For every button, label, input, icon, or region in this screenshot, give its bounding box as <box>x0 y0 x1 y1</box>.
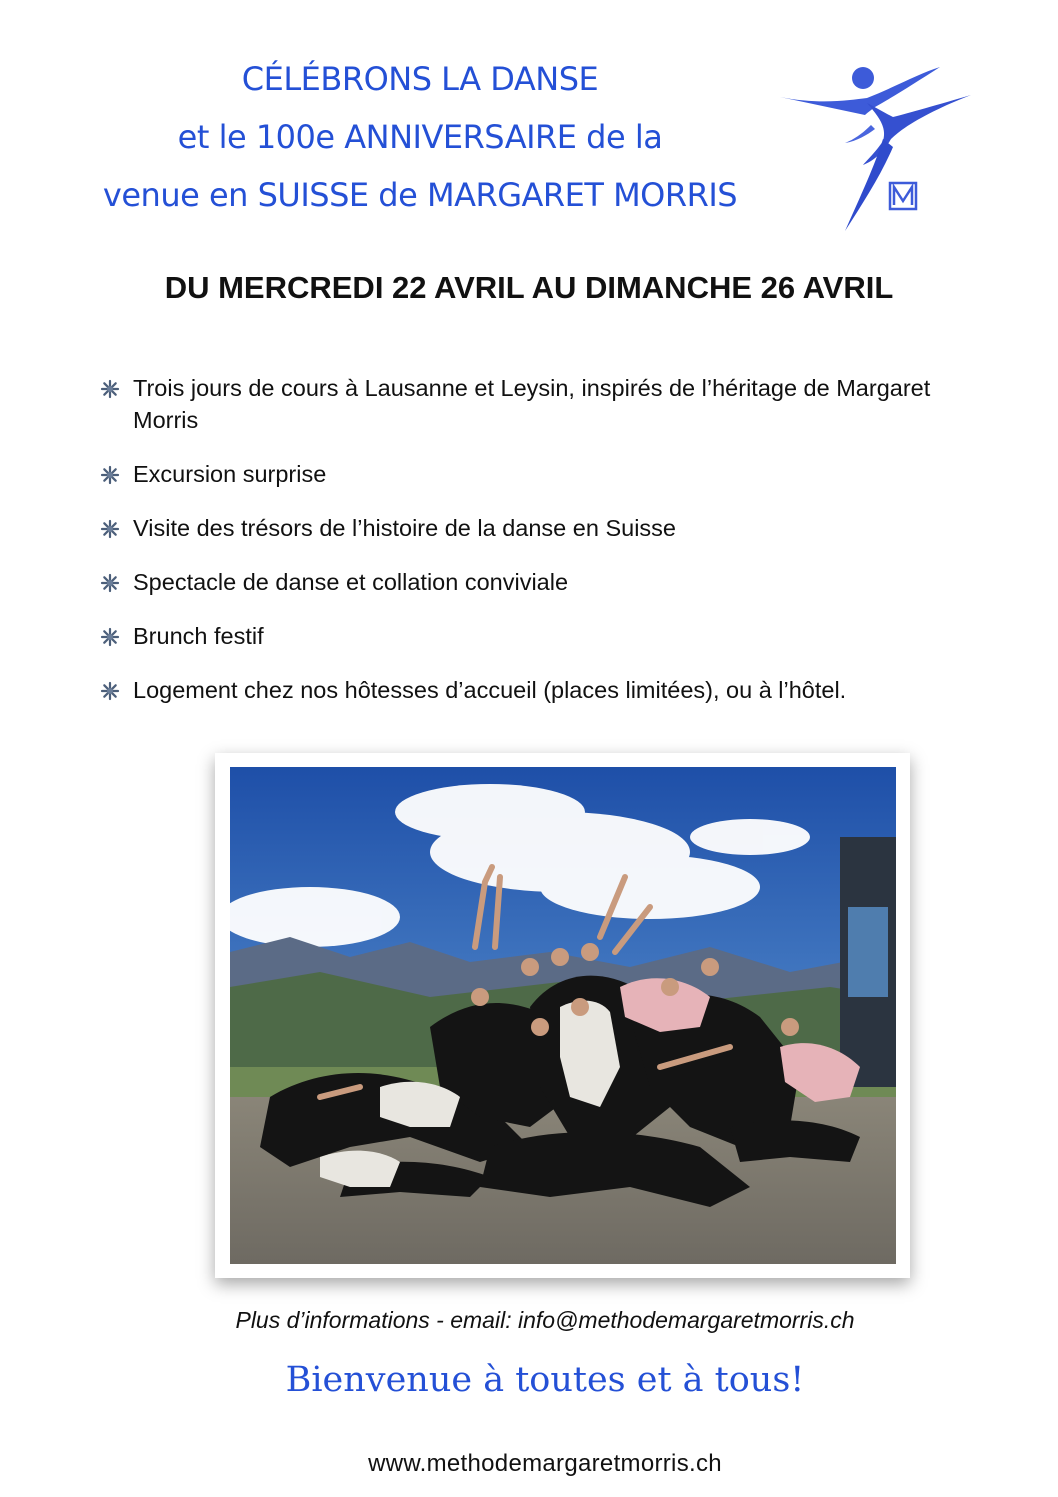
welcome-message: Bienvenue à toutes et à tous! <box>285 1360 805 1400</box>
program-list <box>100 372 980 706</box>
website-link[interactable]: www.methodemargaretmorris.ch <box>368 1450 722 1477</box>
list-item-text: Visite des trésors de l’histoire de la danse en Suisse <box>133 515 676 541</box>
list-item <box>100 566 980 598</box>
starburst-bullet-icon <box>100 627 120 647</box>
starburst-bullet-icon <box>100 573 120 593</box>
list-item-text: Excursion surprise <box>133 461 327 487</box>
photo-frame <box>215 753 910 1278</box>
title-block <box>60 50 780 224</box>
starburst-bullet-icon <box>100 465 120 485</box>
starburst-bullet-icon <box>100 681 120 701</box>
list-item <box>100 620 980 652</box>
title-line-2: et le 100e ANNIVERSAIRE de la <box>177 118 663 156</box>
list-item <box>100 458 980 490</box>
list-item-text: Brunch festif <box>133 623 264 649</box>
starburst-bullet-icon <box>100 379 120 399</box>
list-item <box>100 372 980 436</box>
dancers-photo <box>230 767 896 1264</box>
dancer-logo-icon <box>775 55 980 240</box>
contact-info: Plus d’informations - email: info@methodemargaretmorris.ch <box>235 1307 855 1333</box>
list-item <box>100 674 980 706</box>
list-item-text: Trois jours de cours à Lausanne et Leysin, inspirés de l’héritage de Margaret Morris <box>133 375 931 433</box>
list-item-text: Spectacle de danse et collation conviviale <box>133 569 569 595</box>
list-item-text: Logement chez nos hôtesses d’accueil (places limitées), ou à l’hôtel. <box>133 677 847 703</box>
starburst-bullet-icon <box>100 519 120 539</box>
title-line-3: venue en SUISSE de MARGARET MORRIS <box>102 176 738 214</box>
title-line-1: CÉLÉBRONS LA DANSE <box>241 60 599 98</box>
list-item <box>100 512 980 544</box>
event-dates: DU MERCREDI 22 AVRIL AU DIMANCHE 26 AVRIL <box>164 270 894 305</box>
